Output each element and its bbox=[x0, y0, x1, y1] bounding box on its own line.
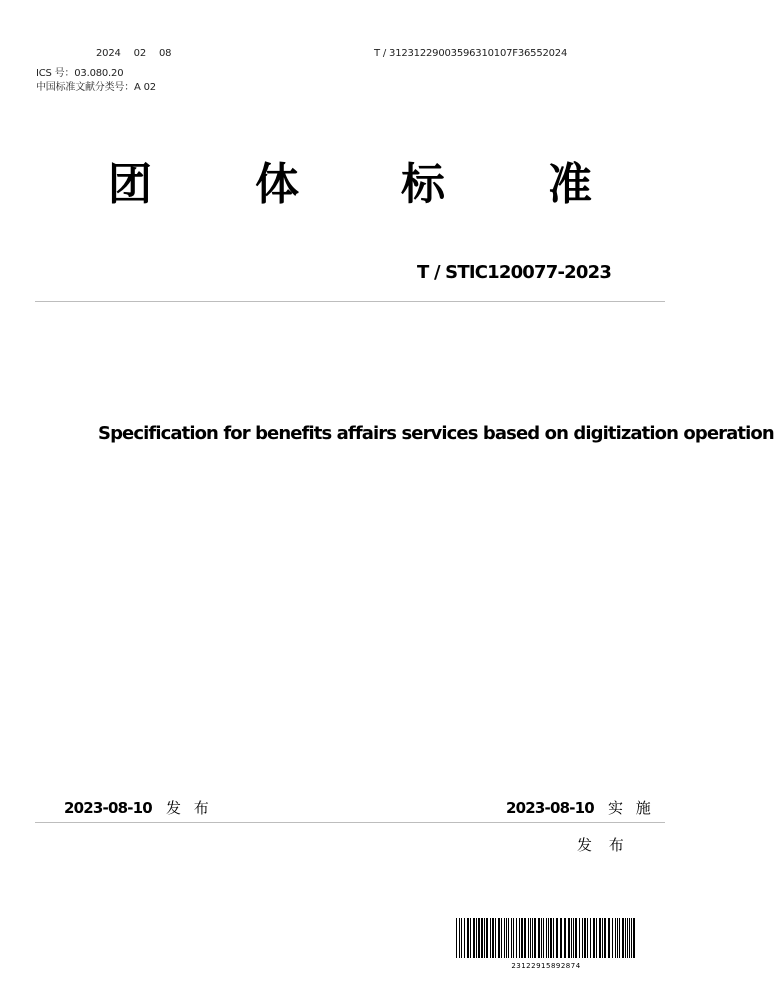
barcode-bar bbox=[579, 918, 580, 958]
barcode-bar bbox=[459, 918, 460, 958]
barcode-bar bbox=[619, 918, 620, 958]
barcode-bar bbox=[627, 918, 628, 958]
barcode-bar bbox=[612, 918, 613, 958]
barcode-bar bbox=[625, 918, 626, 958]
barcode-bar bbox=[528, 918, 529, 958]
top-divider bbox=[35, 301, 665, 302]
header-date bbox=[96, 48, 184, 59]
barcode-bar bbox=[573, 918, 574, 958]
barcode-bar bbox=[631, 918, 632, 958]
barcode-bar bbox=[498, 918, 500, 958]
barcode-bar bbox=[508, 918, 509, 958]
barcode-bar bbox=[575, 918, 577, 958]
barcode-bar bbox=[602, 918, 603, 958]
heading-char-2: 体 bbox=[255, 159, 299, 210]
barcode-bar bbox=[622, 918, 624, 958]
barcode-bar bbox=[538, 918, 540, 958]
barcode-bar bbox=[604, 918, 606, 958]
publish-date-block bbox=[64, 797, 213, 818]
barcode-bar bbox=[593, 918, 595, 958]
barcode-bar bbox=[492, 918, 494, 958]
publish-date: 2023-08-10 bbox=[64, 799, 152, 817]
barcode-bar bbox=[543, 918, 544, 958]
barcode-bar bbox=[461, 918, 462, 958]
header-date-day: 08 bbox=[158, 48, 172, 59]
barcode-bar bbox=[546, 918, 547, 958]
barcode-bar bbox=[608, 918, 610, 958]
barcode-bar bbox=[556, 918, 558, 958]
barcode-bar bbox=[464, 918, 465, 958]
barcode-bar bbox=[564, 918, 566, 958]
barcode-bar bbox=[532, 918, 533, 958]
barcode-bar bbox=[504, 918, 505, 958]
ics-value: 03.080.20 bbox=[74, 68, 124, 79]
barcode-bar bbox=[541, 918, 542, 958]
barcode-bar bbox=[548, 918, 549, 958]
barcode-bar bbox=[467, 918, 469, 958]
ccs-label: 中国标准文献分类号： bbox=[36, 82, 134, 93]
effective-date-block bbox=[506, 797, 655, 818]
header-date-year: 2024 bbox=[96, 48, 121, 59]
document-code: T / STIC120077-2023 bbox=[417, 262, 612, 283]
barcode-bar bbox=[590, 918, 591, 958]
barcode-bar bbox=[473, 918, 475, 958]
barcode-bar bbox=[511, 918, 512, 958]
barcode-bar bbox=[629, 918, 630, 958]
barcode bbox=[455, 918, 637, 968]
barcode-bar bbox=[478, 918, 480, 958]
barcode-bar bbox=[519, 918, 520, 958]
barcode-bar bbox=[513, 918, 514, 958]
heading-char-1: 团 bbox=[108, 159, 152, 210]
barcode-bar bbox=[484, 918, 485, 958]
barcode-bar bbox=[506, 918, 507, 958]
ccs-line bbox=[36, 78, 156, 93]
barcode-bar bbox=[495, 918, 496, 958]
barcode-bar bbox=[501, 918, 502, 958]
barcode-bar bbox=[615, 918, 616, 958]
heading-char-4: 准 bbox=[548, 159, 592, 210]
heading-char-3: 标 bbox=[401, 159, 445, 210]
ccs-value: A 02 bbox=[134, 82, 156, 93]
barcode-bar bbox=[633, 918, 635, 958]
barcode-bar bbox=[584, 918, 586, 958]
barcode-icon bbox=[455, 918, 637, 958]
barcode-bar bbox=[596, 918, 597, 958]
barcode-bar bbox=[571, 918, 572, 958]
barcode-bar bbox=[524, 918, 526, 958]
bottom-divider bbox=[35, 822, 665, 823]
barcode-bar bbox=[560, 918, 562, 958]
publish-label: 发 布 bbox=[165, 799, 213, 817]
barcode-bar bbox=[490, 918, 491, 958]
effective-date: 2023-08-10 bbox=[506, 799, 594, 817]
header-date-month: 02 bbox=[133, 48, 146, 59]
document-title: Specification for benefits affairs services based on digitization operation bbox=[98, 423, 774, 444]
barcode-bar bbox=[599, 918, 601, 958]
barcode-bar bbox=[582, 918, 583, 958]
barcode-bar bbox=[530, 918, 531, 958]
barcode-bar bbox=[470, 918, 471, 958]
barcode-bar bbox=[486, 918, 488, 958]
barcode-number: 23122915892874 bbox=[511, 962, 581, 970]
barcode-bar bbox=[476, 918, 477, 958]
header-serial: T / 31231229003596310107F36552024 bbox=[374, 48, 568, 59]
barcode-bar bbox=[516, 918, 517, 958]
barcode-bar bbox=[568, 918, 570, 958]
barcode-bar bbox=[617, 918, 618, 958]
publisher-label: 发 布 bbox=[577, 836, 630, 854]
barcode-bar bbox=[521, 918, 523, 958]
ics-line bbox=[36, 64, 123, 79]
barcode-bar bbox=[587, 918, 588, 958]
barcode-bar bbox=[553, 918, 554, 958]
barcode-bar bbox=[534, 918, 536, 958]
ics-label: ICS 号： bbox=[36, 68, 75, 79]
barcode-bar bbox=[550, 918, 552, 958]
effective-label: 实 施 bbox=[607, 799, 655, 817]
barcode-bar bbox=[456, 918, 457, 958]
barcode-bar bbox=[481, 918, 483, 958]
